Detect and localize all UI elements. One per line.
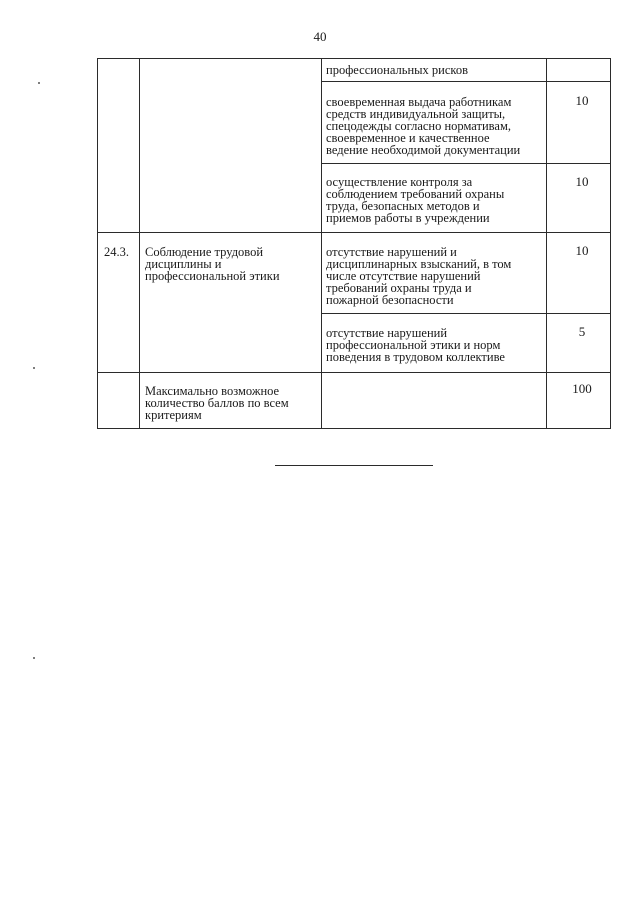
- column-divider-indicator: [321, 58, 322, 429]
- row-divider: [321, 163, 611, 164]
- criterion-cell: отсутствие нарушений и дисциплинарных взысканий, в том числе отсутствие нарушений требований охраны труда и пожарной безопасности: [326, 245, 512, 307]
- end-of-document-rule: [275, 465, 433, 466]
- points-cell: 10: [575, 93, 589, 108]
- table-left-border: [97, 58, 98, 429]
- criterion-cell: отсутствие нарушений профессиональной этики и норм поведения в трудовом коллективе: [326, 326, 505, 364]
- column-divider-number: [139, 58, 140, 429]
- points-cell: 100: [572, 381, 592, 396]
- indicator-cell: Максимально возможное количество баллов по всем критериям: [145, 384, 289, 422]
- row-divider: [321, 313, 611, 314]
- row-divider: [321, 81, 611, 82]
- table-bottom-border: [97, 428, 611, 429]
- table-top-border: [97, 58, 611, 59]
- indicator-cell: Соблюдение трудовой дисциплины и профессиональной этики: [145, 245, 280, 283]
- scan-mark: [38, 82, 40, 84]
- points-cell: 10: [575, 243, 589, 258]
- scan-mark: [33, 657, 35, 659]
- row-divider: [97, 232, 611, 233]
- criteria-table: [0, 0, 640, 430]
- row-divider: [97, 372, 611, 373]
- criterion-cell: своевременная выдача работникам средств индивидуальной защиты, спецодежды согласно нормативам, своевременное и качественное ведение необходимой документации: [326, 95, 521, 157]
- criterion-cell: профессиональных рисков: [326, 63, 469, 77]
- points-cell: 5: [578, 324, 586, 339]
- points-cell: 10: [575, 174, 589, 189]
- page-number: 40: [313, 29, 327, 44]
- item-number-cell: 24.3.: [104, 245, 129, 259]
- scan-mark: [33, 367, 35, 369]
- criterion-cell: осуществление контроля за соблюдением требований охраны труда, безопасных методов и приемов работы в учреждении: [326, 175, 505, 225]
